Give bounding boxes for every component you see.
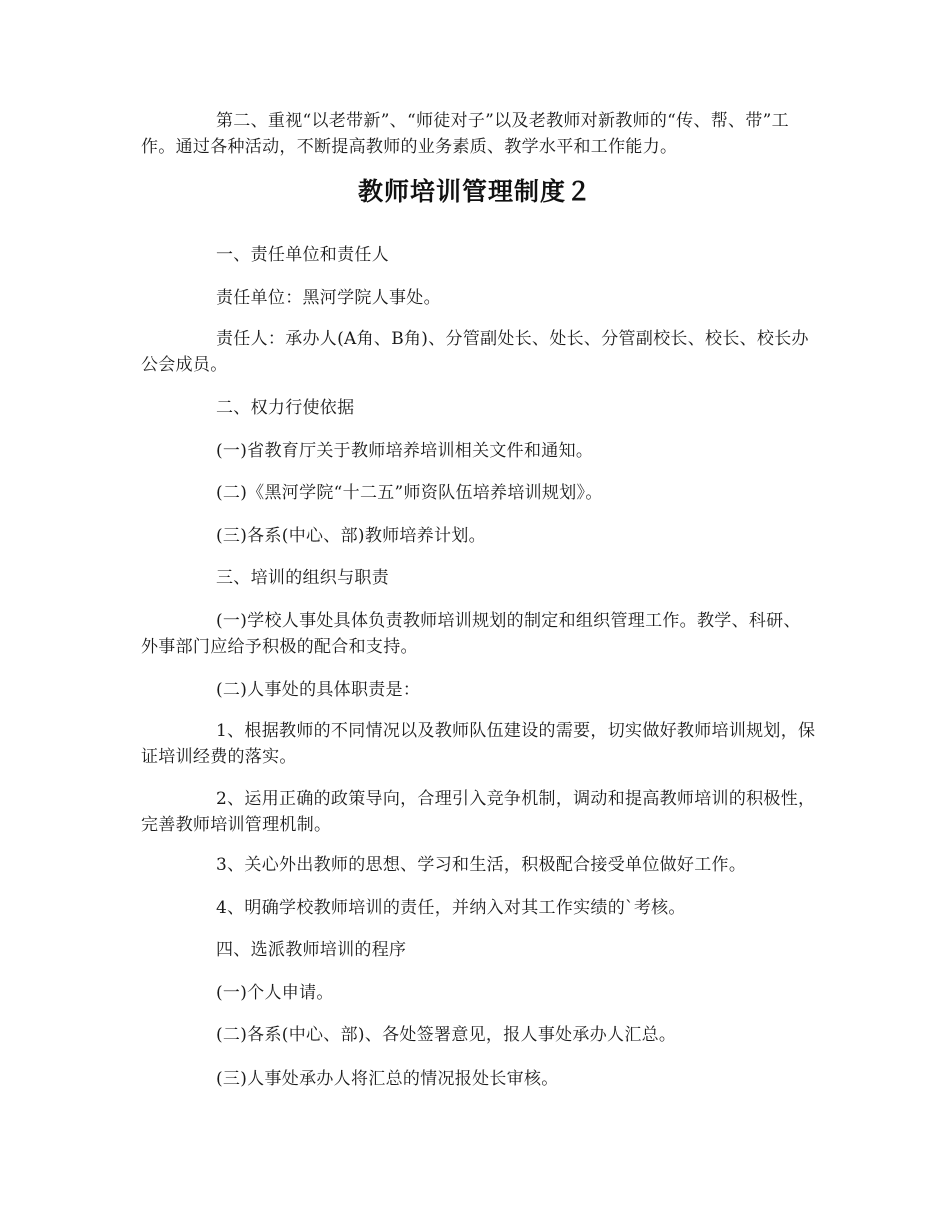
paragraph: 3、关心外出教师的思想、学习和生活，积极配合接受单位做好工作。	[216, 855, 747, 875]
paragraph: (三)人事处承办人将汇总的情况报处长审核。	[216, 1069, 559, 1089]
paragraph: (一)个人申请。	[216, 983, 334, 1003]
paragraph: (一)省教育厅关于教师培养培训相关文件和通知。	[216, 441, 594, 461]
paragraph: (二)人事处的具体职责是：	[216, 680, 421, 700]
section-heading-2: 二、权力行使依据	[216, 398, 355, 418]
paragraph: 4、明确学校教师培训的责任，并纳入对其工作实绩的`考核。	[216, 898, 686, 918]
section-heading-1: 一、责任单位和责任人	[216, 245, 389, 265]
section-heading-4: 四、选派教师培训的程序	[216, 940, 407, 960]
paragraph: 责任单位：黑河学院人事处。	[216, 288, 441, 308]
paragraph: 2、运用正确的政策导向，合理引入竞争机制，调动和提高教师培训的积极性，完善教师培训管理机制。	[141, 789, 816, 835]
paragraph: (三)各系(中心、部)教师培养计划。	[216, 526, 486, 546]
paragraph: (二)《黑河学院“十二五”师资队伍培养培训规划》。	[216, 483, 603, 503]
paragraph: (一)学校人事处具体负责教师培训规划的制定和组织管理工作。教学、科研、外事部门应给予积极的配合和支持。	[141, 611, 801, 657]
section-heading-3: 三、培训的组织与职责	[216, 568, 389, 588]
paragraph: 1、根据教师的不同情况以及教师队伍建设的需要，切实做好教师培训规划，保证培训经费的落实。	[141, 721, 816, 767]
paragraph: (二)各系(中心、部)、各处签署意见，报人事处承办人汇总。	[216, 1025, 677, 1045]
document-title: 教师培训管理制度２	[357, 177, 592, 206]
paragraph-intro: 第二、重视“以老带新”、“师徒对子”以及老教师对新教师的“传、帮、带”工作。通过各种活动，不断提高教师的业务素质、教学水平和工作能力。	[141, 111, 789, 157]
paragraph: 责任人：承办人(A角、B角)、分管副处长、处长、分管副校长、校长、校长办公会成员。	[141, 329, 809, 375]
